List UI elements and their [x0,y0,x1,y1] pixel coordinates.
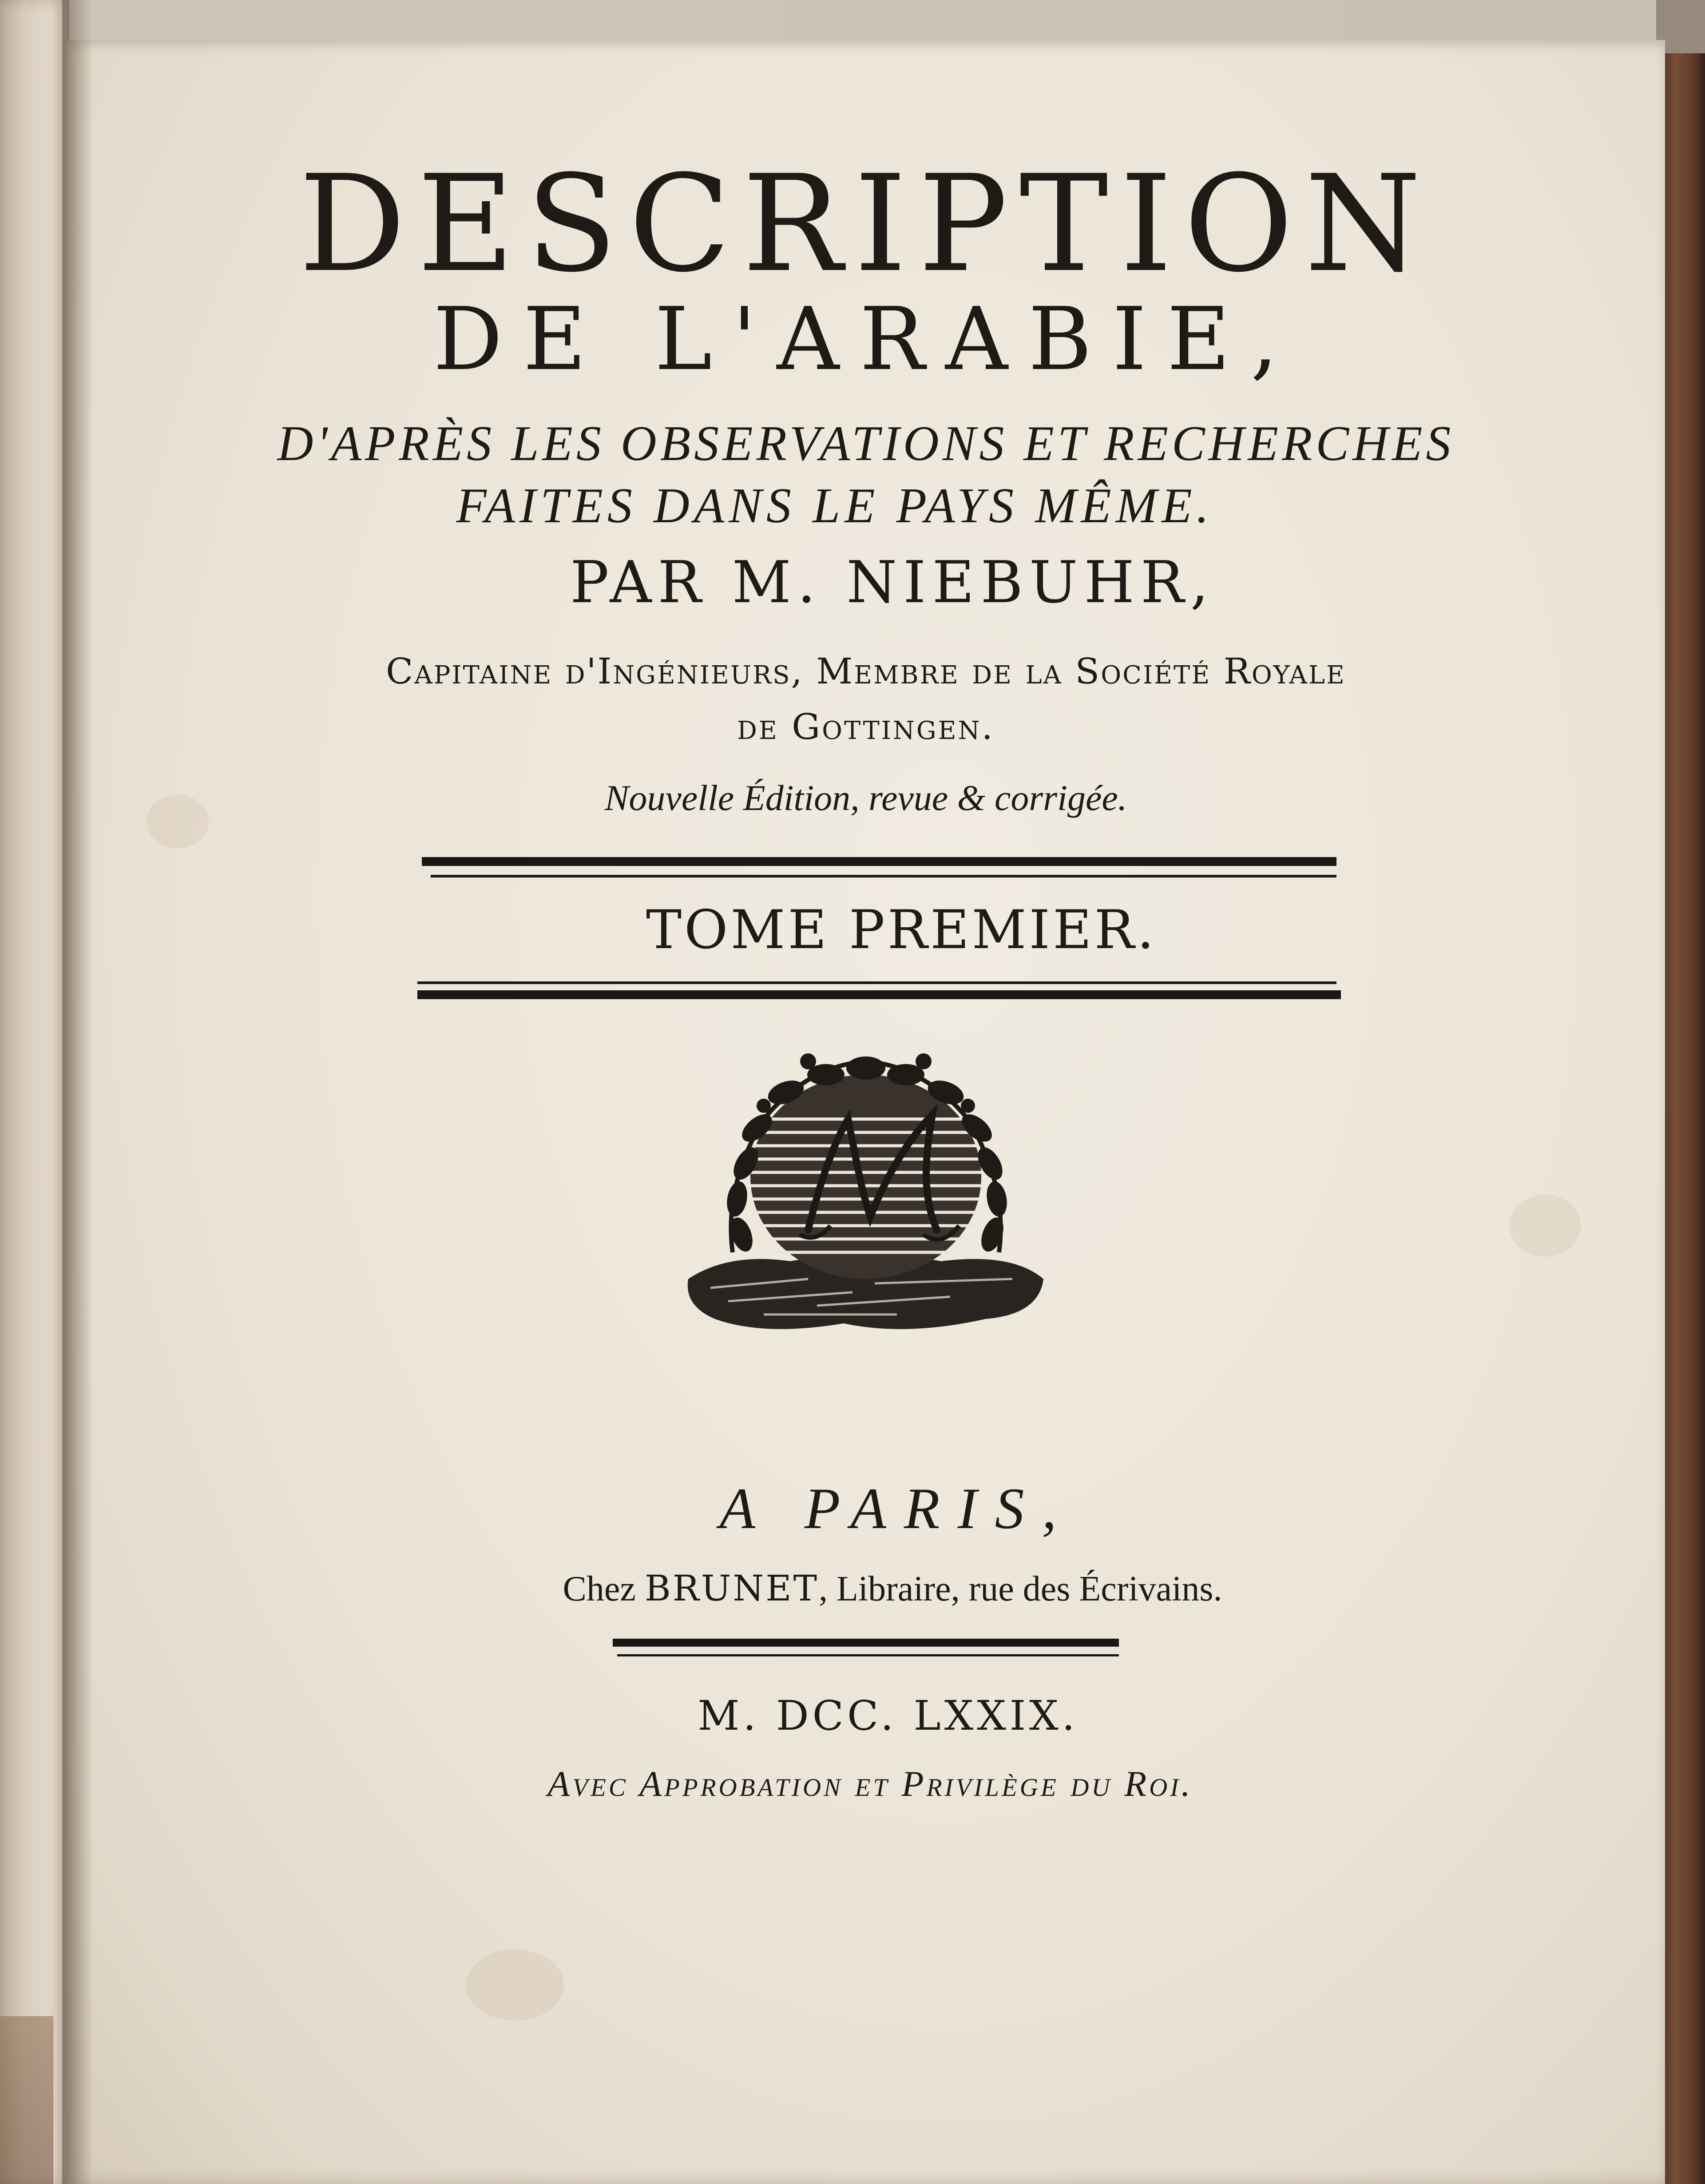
imprint-place: A PARIS, [719,1476,1075,1541]
rule-thin-bottom [417,981,1336,984]
left-page-edge [0,0,69,2184]
book-title: DESCRIPTION [299,147,1433,302]
credentials-line-1: Capitaine d'Ingénieurs, Membre de la Société Royale [386,651,1346,692]
rule-thick-bottom [417,990,1341,999]
author-line: PAR M. NIEBUHR, [570,548,1215,616]
rule-thick-top [422,857,1336,866]
publisher-name: BRUNET [644,1568,819,1609]
wreath-monogram-ornament [675,1030,1057,1341]
publisher-line [93,1568,1692,1609]
foxing-spot [1510,1195,1581,1257]
rule-thin-top [431,875,1336,878]
credentials-line-2: de Gottingen. [737,706,995,747]
volume-label: TOME PREMIER. [646,899,1157,961]
gutter-shadow [62,0,93,2184]
rule-date-thin [617,1654,1119,1656]
publisher-address: , Libraire, rue des Écrivains. [819,1569,1222,1608]
approbation-line: Avec Approbation et Privilège du Roi. [547,1763,1193,1804]
title-page [67,40,1665,2184]
publisher-prefix: Chez [563,1569,636,1608]
description-line-2: FAITES DANS LE PAYS MÊME. [456,478,1213,533]
foxing-spot [466,1950,564,2021]
book-subtitle: DE L'ARABIE, [433,289,1299,389]
rule-date-thick [613,1639,1119,1647]
description-line-1: D'APRÈS LES OBSERVATIONS ET RECHERCHES [277,416,1455,471]
publication-date: M. DCC. LXXIX. [698,1692,1079,1739]
edition-note: Nouvelle Édition, revue & corrigée. [604,778,1127,818]
left-page-binding [0,2016,53,2184]
